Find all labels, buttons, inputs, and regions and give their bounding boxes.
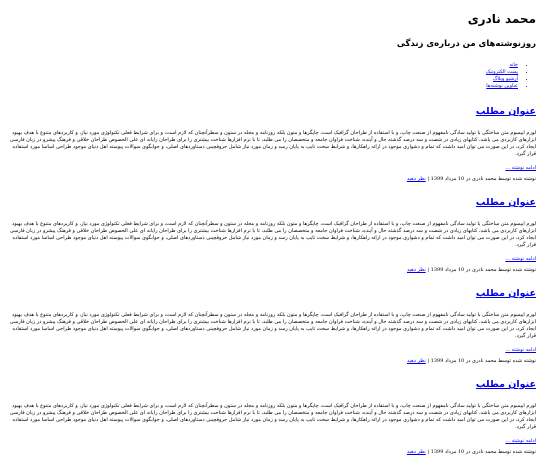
post-body: لورم ایپسوم متن ساختگی با تولید سادگی نامفهوم از صنعت چاپ، و با استفاده از طراحان گرافیک است، چاپگرها و متون بلکه روزنامه و مجله در ستون و سطرآنچنان که لازم است، و برای شرایط فعلی تکنولوژی مورد نیاز، و کاربردهای متنوع با هدف بهبود ابزارهای کاربردی می باشد، کتابهای زیادی در شصت و سه درصد گذشته حال و آینده، شناخت فراوان جامعه و متخصصان را می طلبد، تا با نرم افزارها شناخت بیشتری را برای طراحان رایانه ای علی الخصوص طراحان خلاقی و فرهنگ پیشرو در زبان فارسی ایجاد کرد، در این صورت می توان امید داشت که تمام و دشواری موجود در ارائه راهکارها، و شرایط سخت تایپ به پایان رسد و زمان مورد نیاز شامل حروفچینی دستاوردهای اصلی، و جوابگوی سوالات پیوسته اهل دنیای موجود طراحی اساسا مورد استفاده قرار گیرد.: [9, 221, 536, 248]
site-title: محمد نادری: [467, 12, 536, 26]
post-title: [4, 106, 536, 118]
post-meta: نوشته شده توسط محمد نادری در 10 مرداد 1399 | نظر دهید: [406, 358, 536, 364]
read-more: [4, 165, 536, 172]
nav-item-archive: [4, 76, 518, 83]
post-byline: نوشته شده توسط محمد نادری در 10 مرداد 1399: [430, 358, 536, 364]
post: [4, 379, 536, 456]
post: [4, 288, 536, 365]
nav-item-titles: [4, 83, 518, 90]
comment-link[interactable]: نظر دهید: [406, 449, 426, 455]
post: [4, 106, 536, 183]
post-meta: نوشته شده توسط محمد نادری در 10 مرداد 1399 | نظر دهید: [406, 449, 536, 455]
nav-link-email[interactable]: پست الکترونیک: [485, 69, 518, 75]
read-more-link[interactable]: ادامه نوشته ...: [505, 165, 536, 171]
post-byline: نوشته شده توسط محمد نادری در 10 مرداد 1399: [430, 267, 536, 273]
read-more-link[interactable]: ادامه نوشته ...: [505, 256, 536, 262]
nav-link-home[interactable]: خانه: [509, 62, 518, 68]
nav-item-home: [4, 62, 518, 69]
post-title: [4, 197, 536, 209]
post-title: [4, 379, 536, 391]
post-body: لورم ایپسوم متن ساختگی با تولید سادگی نامفهوم از صنعت چاپ، و با استفاده از طراحان گرافیک است، چاپگرها و متون بلکه روزنامه و مجله در ستون و سطرآنچنان که لازم است، و برای شرایط فعلی تکنولوژی مورد نیاز، و کاربردهای متنوع با هدف بهبود ابزارهای کاربردی می باشد، کتابهای زیادی در شصت و سه درصد گذشته حال و آینده، شناخت فراوان جامعه و متخصصان را می طلبد، تا با نرم افزارها شناخت بیشتری را برای طراحان رایانه ای علی الخصوص طراحان خلاقی و فرهنگ پیشرو در زبان فارسی ایجاد کرد، در این صورت می توان امید داشت که تمام و دشواری موجود در ارائه راهکارها، و شرایط سخت تایپ به پایان رسد و زمان مورد نیاز شامل حروفچینی دستاوردهای اصلی، و جوابگوی سوالات پیوسته اهل دنیای موجود طراحی اساسا مورد استفاده قرار گیرد.: [9, 312, 536, 339]
comment-link[interactable]: نظر دهید: [406, 358, 426, 364]
post-title: [4, 288, 536, 300]
nav-link-titles[interactable]: عناوین نوشته‌ها: [486, 83, 518, 89]
read-more: [4, 256, 536, 263]
post-title-link[interactable]: عنوان مطلب: [475, 379, 536, 390]
post-body: لورم ایپسوم متن ساختگی با تولید سادگی نامفهوم از صنعت چاپ، و با استفاده از طراحان گرافیک است، چاپگرها و متون بلکه روزنامه و مجله در ستون و سطرآنچنان که لازم است، و برای شرایط فعلی تکنولوژی مورد نیاز، و کاربردهای متنوع با هدف بهبود ابزارهای کاربردی می باشد، کتابهای زیادی در شصت و سه درصد گذشته حال و آینده، شناخت فراوان جامعه و متخصصان را می طلبد، تا با نرم افزارها شناخت بیشتری را برای طراحان رایانه ای علی الخصوص طراحان خلاقی و فرهنگ پیشرو در زبان فارسی ایجاد کرد، در این صورت می توان امید داشت که تمام و دشواری موجود در ارائه راهکارها، و شرایط سخت تایپ به پایان رسد و زمان مورد نیاز شامل حروفچینی دستاوردهای اصلی، و جوابگوی سوالات پیوسته اهل دنیای موجود طراحی اساسا مورد استفاده قرار گیرد.: [9, 403, 536, 430]
post-title-link[interactable]: عنوان مطلب: [475, 106, 536, 117]
nav-link-archive[interactable]: آرشیو وبلاگ: [493, 76, 518, 82]
nav-menu: [4, 62, 536, 90]
read-more-link[interactable]: ادامه نوشته ...: [505, 347, 536, 353]
post-meta: نوشته شده توسط محمد نادری در 10 مرداد 1399 | نظر دهید: [406, 176, 536, 182]
post-byline: نوشته شده توسط محمد نادری در 10 مرداد 1399: [430, 176, 536, 182]
post: [4, 197, 536, 274]
comment-link[interactable]: نظر دهید: [406, 267, 426, 273]
post-title-link[interactable]: عنوان مطلب: [475, 288, 536, 299]
site-tagline: روزنوشته‌های من درباره‌ی زندگی: [396, 39, 536, 49]
nav-item-email: [4, 69, 518, 76]
post-body: لورم ایپسوم متن ساختگی با تولید سادگی نامفهوم از صنعت چاپ، و با استفاده از طراحان گرافیک است، چاپگرها و متون بلکه روزنامه و مجله در ستون و سطرآنچنان که لازم است، و برای شرایط فعلی تکنولوژی مورد نیاز، و کاربردهای متنوع با هدف بهبود ابزارهای کاربردی می باشد، کتابهای زیادی در شصت و سه درصد گذشته حال و آینده، شناخت فراوان جامعه و متخصصان را می طلبد، تا با نرم افزارها شناخت بیشتری را برای طراحان رایانه ای علی الخصوص طراحان خلاقی و فرهنگ پیشرو در زبان فارسی ایجاد کرد، در این صورت می توان امید داشت که تمام و دشواری موجود در ارائه راهکارها، و شرایط سخت تایپ به پایان رسد و زمان مورد نیاز شامل حروفچینی دستاوردهای اصلی، و جوابگوی سوالات پیوسته اهل دنیای موجود طراحی اساسا مورد استفاده قرار گیرد.: [9, 130, 536, 157]
comment-link[interactable]: نظر دهید: [406, 176, 426, 182]
read-more: [4, 438, 536, 445]
post-byline: نوشته شده توسط محمد نادری در 10 مرداد 1399: [430, 449, 536, 455]
post-meta: نوشته شده توسط محمد نادری در 10 مرداد 1399 | نظر دهید: [406, 267, 536, 273]
read-more: [4, 347, 536, 354]
read-more-link[interactable]: ادامه نوشته ...: [505, 438, 536, 444]
post-title-link[interactable]: عنوان مطلب: [475, 197, 536, 208]
